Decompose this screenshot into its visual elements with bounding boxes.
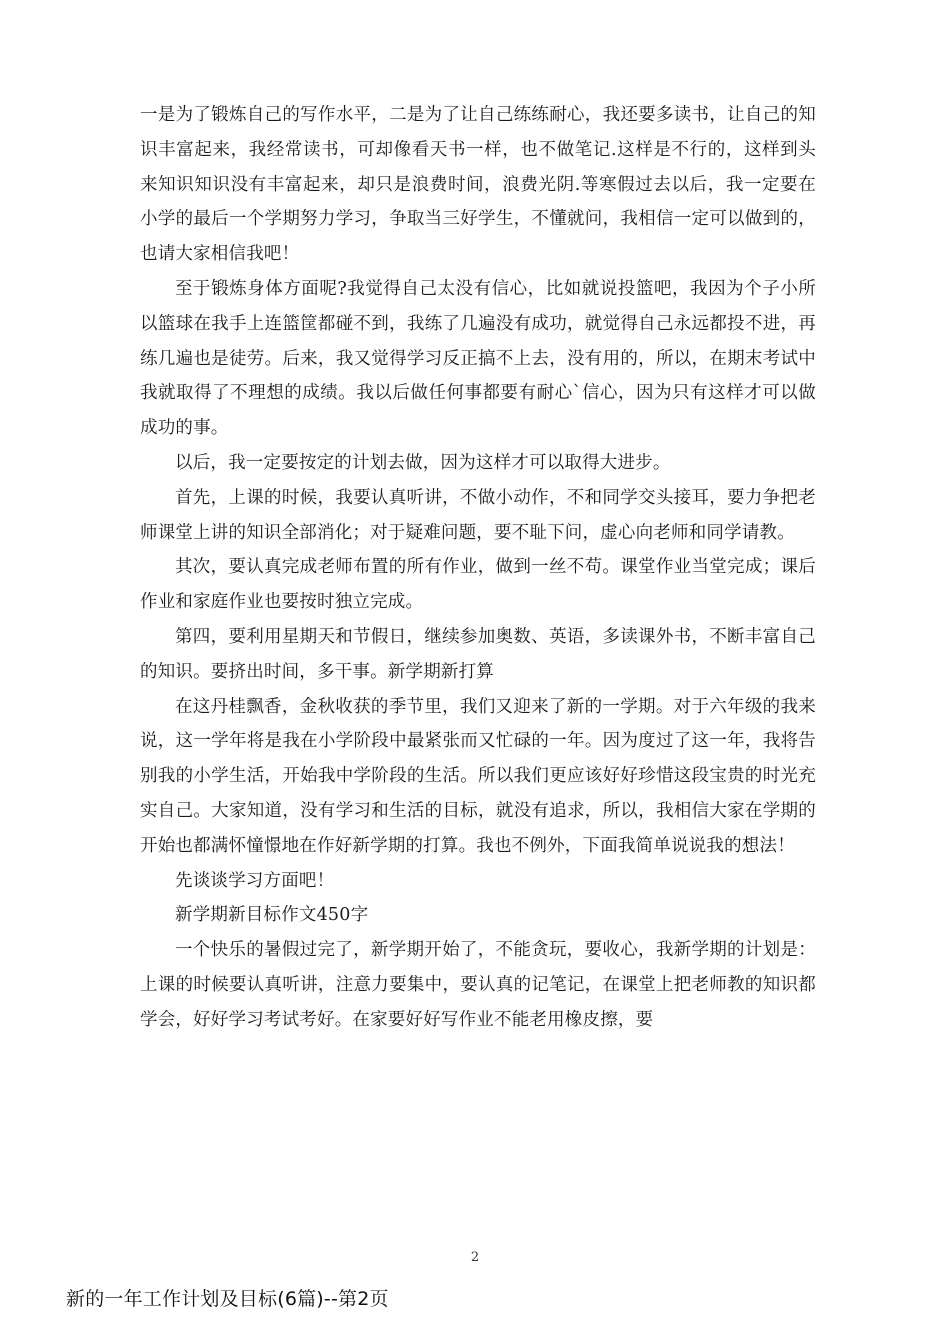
paragraph-3: 以后，我一定要按定的计划去做，因为这样才可以取得大进步。 [175,452,671,473]
paragraph-10: 一个快乐的暑假过完了，新学期开始了，不能贪玩，要收心，我新学期的计划是：上课的时候要认真听讲，注意力要集中，要认真的记笔记，在课堂上把老师教的知识都学会，好好学习考试考好。在家要好好写作业不能老用橡皮擦，要 [140,940,816,1030]
paragraph-8: 先谈谈学习方面吧！ [175,870,335,891]
paragraph-9: 新学期新目标作文450字 [175,905,369,926]
paragraph-4: 首先，上课的时候，我要认真听讲，不做小动作，不和同学交头接耳，要力争把老师课堂上讲的知识全部消化；对于疑难问题，要不耻下问，虚心向老师和同学请教。 [140,487,816,543]
paragraph-5: 其次，要认真完成老师布置的所有作业，做到一丝不苟。课堂作业当堂完成；课后作业和家庭作业也要按时独立完成。 [140,557,816,613]
paragraph-1: 一是为了锻炼自己的写作水平，二是为了让自己练练耐心，我还要多读书，让自己的知识丰富起来，我经常读书，可却像看天书一样，也不做笔记.这样是不行的，这样到头来知识知识没有丰富起来，却只是浪费时间，浪费光阴.等寒假过去以后，我一定要在小学的最后一个学期努力学习，争取当三好学生，不懂就问，我相信一定可以做到的，也请大家相信我吧！ [140,105,816,265]
paragraph-2: 至于锻炼身体方面呢?我觉得自己太没有信心，比如就说投篮吧，我因为个子小所以篮球在我手上连篮筐都碰不到，我练了几遍没有成功，就觉得自己永远都投不进，再练几遍也是徒劳。后来，我又觉得学习反正搞不上去，没有用的，所以，在期末考试中我就取得了不理想的成绩。我以后做任何事都要有耐心`信心，因为只有这样才可以做成功的事。 [140,278,816,439]
footer-title: 新的一年工作计划及目标(6篇)--第2页 [66,1288,389,1310]
paragraph-6: 第四，要利用星期天和节假日，继续参加奥数、英语，多读课外书，不断丰富自己的知识。要挤出时间，多干事。新学期新打算 [140,626,816,682]
document-body [140,98,816,1038]
paragraph-7: 在这丹桂飘香，金秋收获的季节里，我们又迎来了新的一学期。对于六年级的我来说，这一学年将是我在小学阶段中最紧张而又忙碌的一年。因为度过了这一年，我将告别我的小学生活，开始我中学阶段的生活。所以我们更应该好好珍惜这段宝贵的时光充实自己。大家知道，没有学习和生活的目标，就没有追求，所以，我相信大家在学期的开始也都满怀憧憬地在作好新学期的打算。我也不例外，下面我简单说说我的想法！ [140,696,816,856]
page-number: 2 [470,1250,480,1265]
